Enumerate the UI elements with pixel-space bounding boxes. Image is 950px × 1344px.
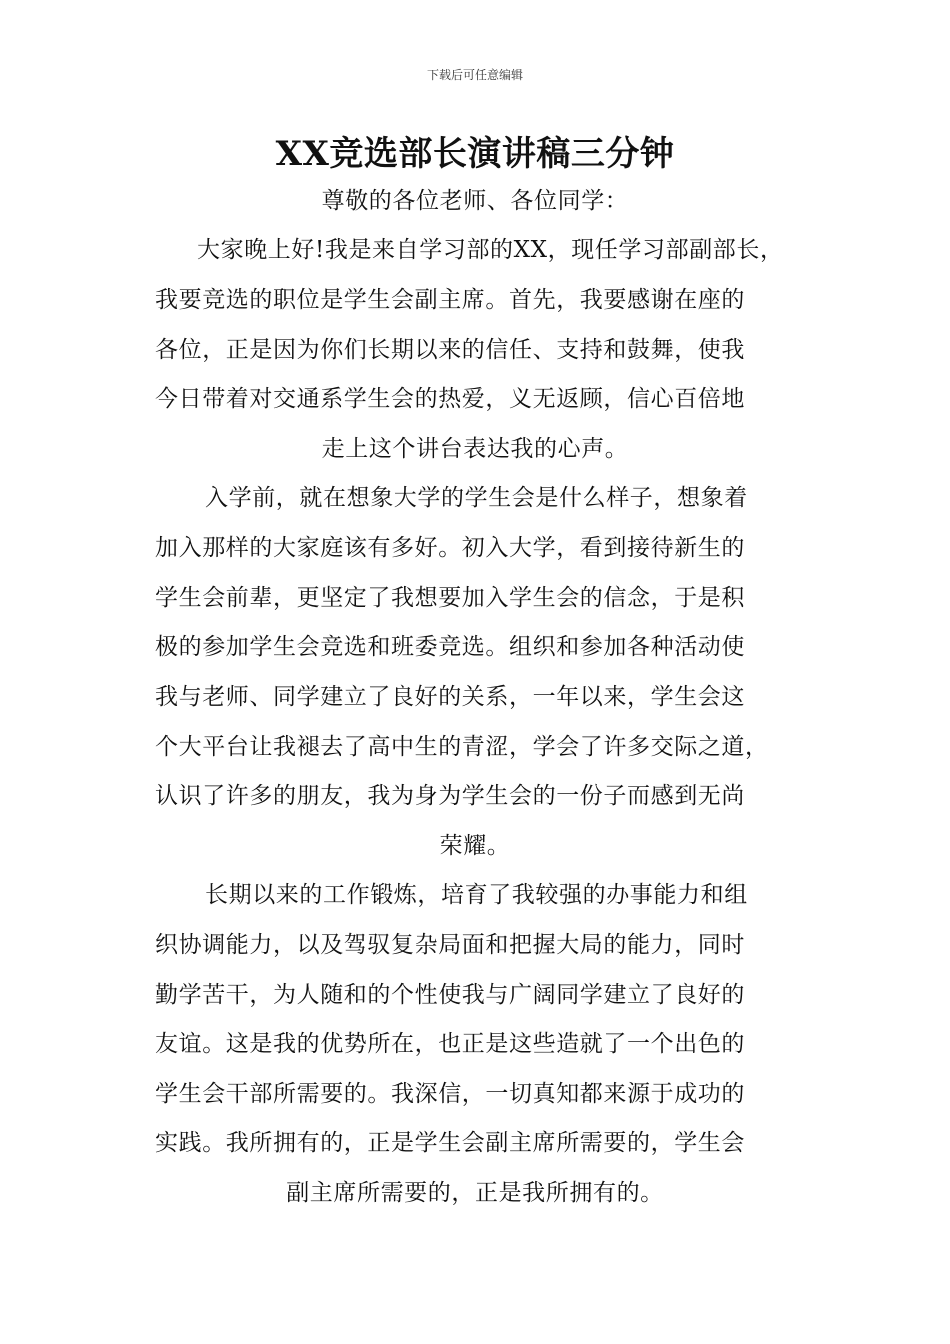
- paragraph-line: 学生会干部所需要的。我深信，一切真知都来源于成功的: [155, 1081, 745, 1107]
- page-title: XX竞选部长演讲稿三分钟: [275, 134, 675, 174]
- paragraph-line: 今日带着对交通系学生会的热爱，义无返顾，信心百倍地: [155, 386, 745, 412]
- paragraph-line: 织协调能力，以及驾驭复杂局面和把握大局的能力，同时: [155, 932, 745, 958]
- paragraph-line: 长期以来的工作锻炼，培育了我较强的办事能力和组: [205, 882, 748, 908]
- paragraph-line: 我与老师、同学建立了良好的关系，一年以来，学生会这: [155, 684, 745, 710]
- paragraph-line: 我要竞选的职位是学生会副主席。首先，我要感谢在座的: [155, 287, 745, 313]
- paragraph-line: 荣耀。: [439, 833, 511, 859]
- salutation-line: 尊敬的各位老师、各位同学：: [321, 188, 629, 214]
- paragraph-line: 入学前，就在想象大学的学生会是什么样子，想象着: [205, 485, 748, 511]
- header-note: 下载后可任意编辑: [426, 68, 523, 82]
- paragraph-line: 个大平台让我褪去了高中生的青涩，学会了许多交际之道，: [155, 734, 769, 760]
- paragraph-line: 极的参加学生会竞选和班委竞选。组织和参加各种活动使: [155, 634, 745, 660]
- paragraph-line: 勤学苦干，为人随和的个性使我与广阔同学建立了良好的: [155, 982, 745, 1008]
- paragraph-line: 学生会前辈，更坚定了我想要加入学生会的信念，于是积: [155, 585, 745, 611]
- paragraph-line: 实践。我所拥有的，正是学生会副主席所需要的，学生会: [155, 1130, 745, 1156]
- paragraph-line: 大家晚上好!我是来自学习部的XX，现任学习部副部长，: [197, 237, 784, 263]
- paragraph-line: 加入那样的大家庭该有多好。初入大学，看到接待新生的: [155, 535, 745, 561]
- paragraph-line: 副主席所需要的，正是我所拥有的。: [286, 1180, 664, 1206]
- paragraph-line: 走上这个讲台表达我的心声。: [321, 436, 629, 462]
- paragraph-line: 友谊。这是我的优势所在，也正是这些造就了一个出色的: [155, 1031, 745, 1057]
- paragraph-line: 各位，正是因为你们长期以来的信任、支持和鼓舞，使我: [155, 337, 745, 363]
- paragraph-line: 认识了许多的朋友，我为身为学生会的一份子而感到无尚: [155, 783, 745, 809]
